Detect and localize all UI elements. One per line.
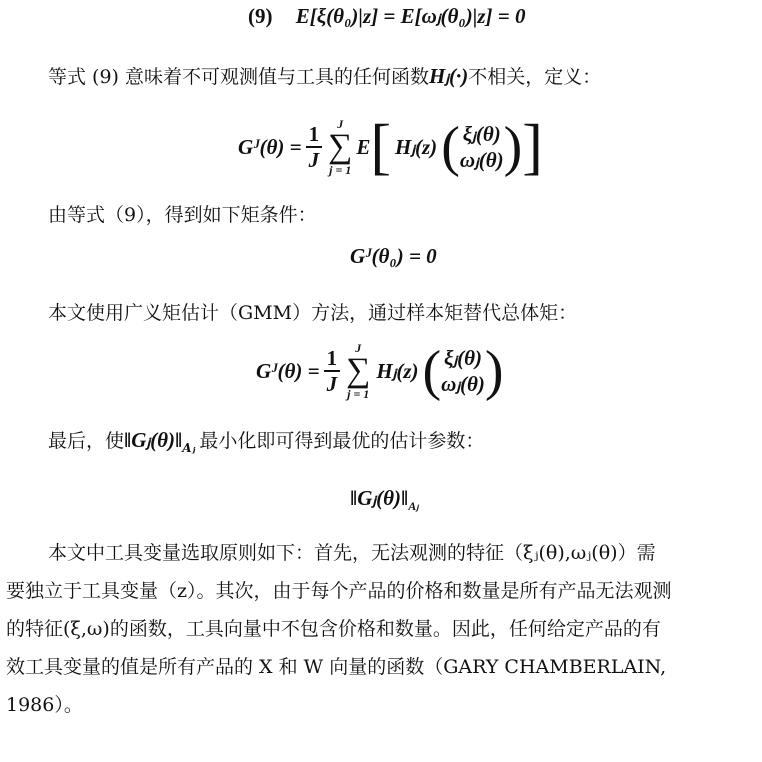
fraction-denominator-2: J — [326, 372, 338, 396]
gj-lhs: Gᴶ(θ) = — [238, 134, 302, 159]
fraction-numerator: 1 — [306, 122, 323, 148]
fraction-1-over-j-2 — [324, 346, 341, 396]
equation-9-content: E[ξ(θ₀)|z] = E[ωⱼ(θ₀)|z] = 0 — [295, 4, 526, 28]
expectation-operator: E — [356, 134, 371, 159]
equation-gj-sample — [256, 336, 504, 406]
final-paragraph — [0, 534, 762, 724]
text-line-4 — [48, 426, 484, 455]
vector-right-paren-2: ) — [484, 340, 504, 402]
paragraph-line-1: 本文中工具变量选取原则如下：首先，无法观测的特征（ξⱼ(θ),ωⱼ(θ)）需 — [48, 542, 656, 564]
text-line-1-before: 等式 (9) 意味着不可观测值与工具的任何函数 — [48, 66, 429, 88]
sum-lower: j = 1 — [329, 163, 352, 177]
equation-norm — [350, 486, 418, 514]
h-function: Hⱼ(z) — [395, 134, 438, 159]
vector-column-2 — [441, 345, 485, 397]
fraction-denominator: J — [308, 148, 320, 172]
sum-upper: J — [337, 117, 344, 131]
equation-gj-zero: Gᴶ(θ₀) = 0 — [350, 244, 437, 268]
paragraph-line-4: 效工具变量的值是所有产品的 X 和 W 向量的函数（GARY CHAMBERLAIN, — [6, 656, 667, 678]
text-line-3: 本文使用广义矩估计（GMM）方法，通过样本矩替代总体矩： — [48, 302, 578, 324]
text-line-4-norm-sub: Aⱼ — [182, 441, 196, 455]
sum-upper-2: J — [355, 341, 362, 355]
equation-9 — [248, 4, 525, 29]
fraction-1-over-j — [306, 122, 323, 172]
vector-omega-2: ωⱼ(θ) — [441, 372, 485, 396]
right-bracket: ] — [522, 113, 543, 181]
text-line-1-after: 不相关，定义： — [468, 66, 602, 88]
norm-subscript: Aⱼ — [408, 499, 419, 513]
text-line-4-norm: ‖Gⱼ(θ)‖ — [124, 428, 183, 452]
paragraph-line-5: 1986）。 — [6, 694, 83, 716]
paragraph-line-2: 要独立于工具变量（z）。其次，由于每个产品的价格和数量是所有产品无法观测 — [6, 580, 672, 602]
vector-xi: ξⱼ(θ) — [462, 122, 501, 146]
sigma-symbol: ∑ — [328, 128, 353, 165]
vector-left-paren-2: ( — [422, 340, 442, 402]
sum-lower-2: j = 1 — [347, 387, 370, 401]
vector-xi-2: ξⱼ(θ) — [444, 346, 483, 370]
text-line-4-after: 最小化即可得到最优的估计参数： — [199, 430, 485, 452]
vector-omega: ωⱼ(θ) — [459, 148, 504, 172]
sigma-symbol-2: ∑ — [346, 352, 371, 389]
equation-9-label: (9) — [248, 4, 273, 28]
text-line-2: 由等式（9），得到如下矩条件： — [48, 204, 317, 226]
paragraph-line-3: 的特征(ξ,ω)的函数，工具向量中不包含价格和数量。因此，任何给定产品的有 — [6, 618, 661, 640]
text-line-4-before: 最后，使 — [48, 430, 125, 452]
vector-right-paren: ) — [503, 116, 523, 178]
vector-left-paren: ( — [441, 116, 460, 178]
fraction-numerator-2: 1 — [324, 346, 341, 372]
moment-vector — [441, 116, 523, 178]
text-line-1-symbol: Hⱼ(·) — [429, 64, 469, 88]
vector-column — [460, 121, 504, 173]
summation — [328, 118, 352, 176]
text-line-1 — [48, 62, 601, 89]
left-bracket: [ — [370, 113, 392, 181]
norm-expression: ‖Gⱼ(θ)‖ — [350, 486, 409, 510]
gj-lhs-2: Gᴶ(θ) = — [256, 358, 320, 383]
moment-vector-2 — [422, 340, 504, 402]
h-function-2: Hⱼ(z) — [376, 358, 419, 383]
equation-gj-expectation — [238, 112, 543, 182]
summation-2 — [346, 342, 370, 400]
